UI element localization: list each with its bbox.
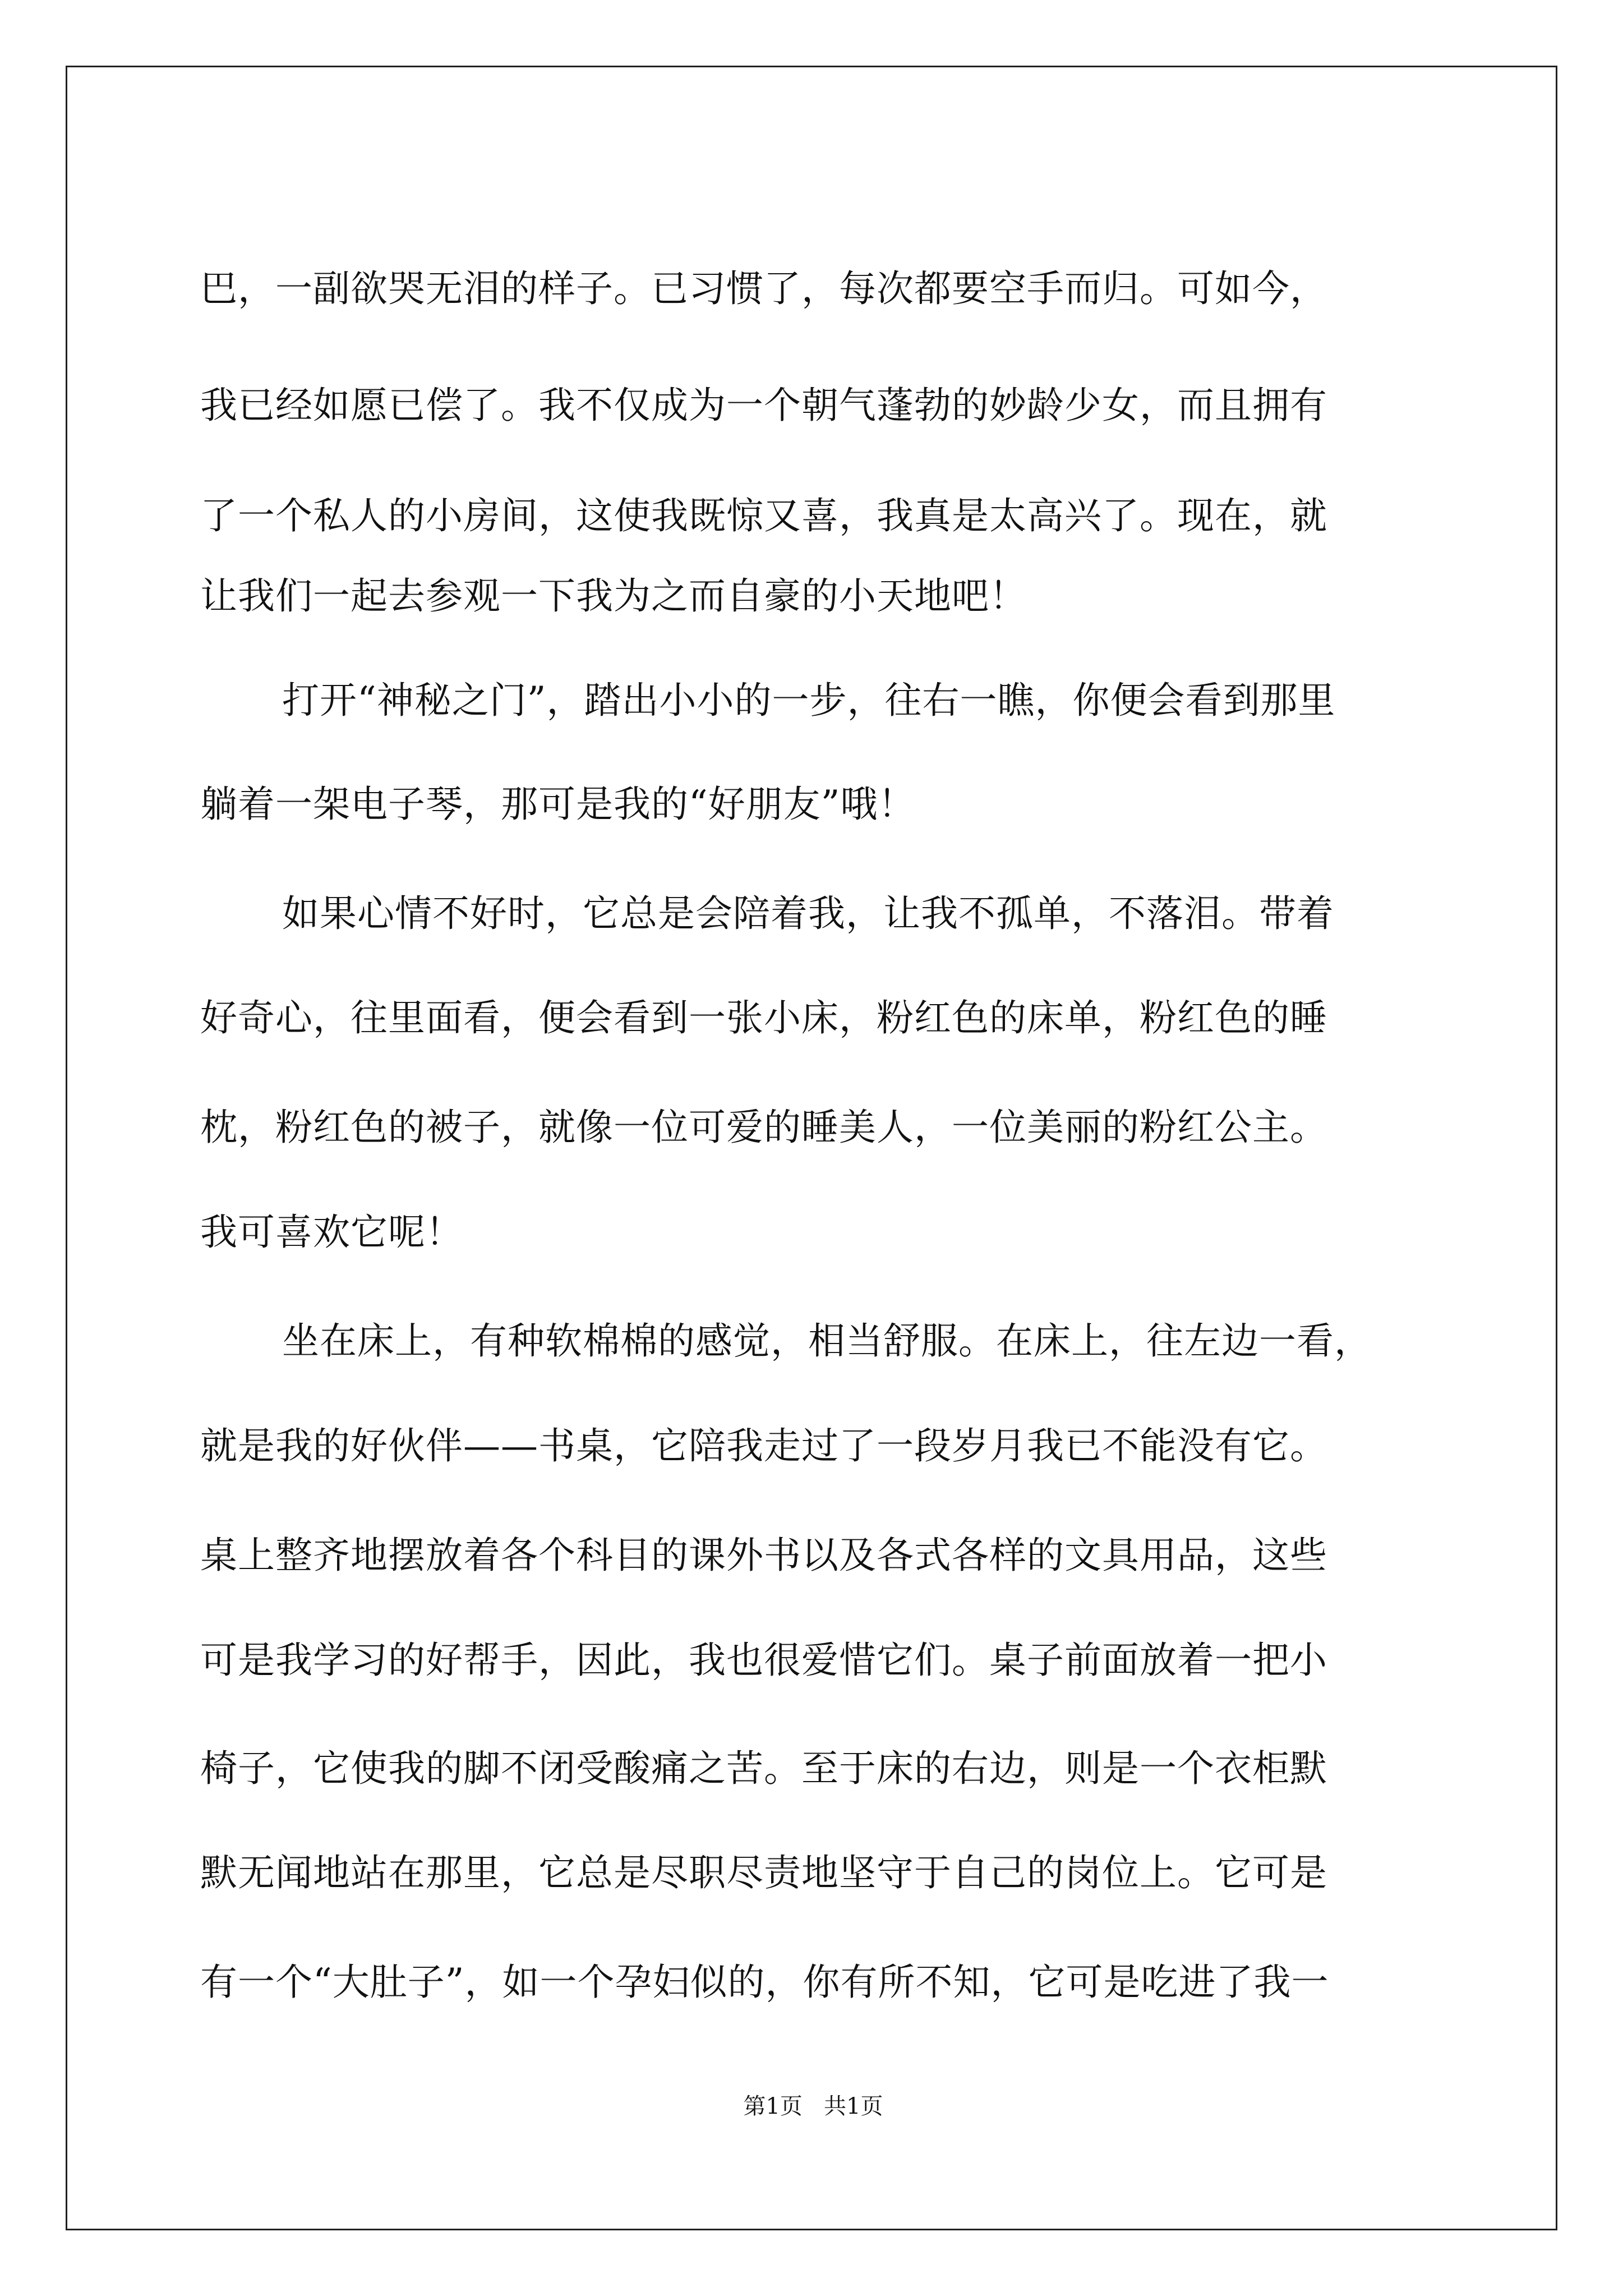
text-line-4: 让我们一起去参观一下我为之而自豪的小天地吧！: [200, 574, 1027, 618]
text-line-7: 如果心情不好时，它总是会陪着我，让我不孤单，不落泪。带着: [282, 892, 1334, 935]
text-line-2: 我已经如愿已偿了。我不仅成为一个朝气蓬勃的妙龄少女，而且拥有: [200, 384, 1327, 427]
text-line-5: 打开“神秘之门”，踏出小小的一步，往右一瞧，你便会看到那里: [282, 679, 1336, 722]
text-line-17: 有一个“大肚子”，如一个孕妇似的，你有所不知，它可是吃进了我一: [200, 1961, 1329, 2004]
text-line-9: 枕，粉红色的被子，就像一位可爱的睡美人，一位美丽的粉红公主。: [200, 1106, 1327, 1149]
text-line-13: 桌上整齐地摆放着各个科目的课外书以及各式各样的文具用品，这些: [200, 1534, 1327, 1577]
text-line-14: 可是我学习的好帮手，因此，我也很爱惜它们。桌子前面放着一把小: [200, 1639, 1327, 1682]
text-line-1: 巴，一副欲哭无泪的样子。已习惯了，每次都要空手而归。可如今，: [200, 267, 1327, 310]
text-line-15: 椅子，它使我的脚不闭受酸痛之苦。至于床的右边，则是一个衣柜默: [200, 1747, 1327, 1790]
text-line-16: 默无闻地站在那里，它总是尽职尽责地坚守于自己的岗位上。它可是: [200, 1851, 1327, 1894]
page-footer: 第1页 共1页: [743, 2093, 883, 2119]
text-line-6: 躺着一架电子琴，那可是我的“好朋友”哦！: [200, 783, 916, 826]
text-line-10: 我可喜欢它呢！: [200, 1211, 463, 1254]
text-line-11: 坐在床上，有种软棉棉的感觉，相当舒服。在床上，往左边一看，: [282, 1319, 1372, 1363]
text-line-12: 就是我的好伙伴——书桌，它陪我走过了一段岁月我已不能没有它。: [200, 1424, 1327, 1467]
text-line-8: 好奇心，往里面看，便会看到一张小床，粉红色的床单，粉红色的睡: [200, 996, 1327, 1039]
text-line-3: 了一个私人的小房间，这使我既惊又喜，我真是太高兴了。现在，就: [200, 494, 1327, 537]
page-border: [66, 66, 1557, 2230]
